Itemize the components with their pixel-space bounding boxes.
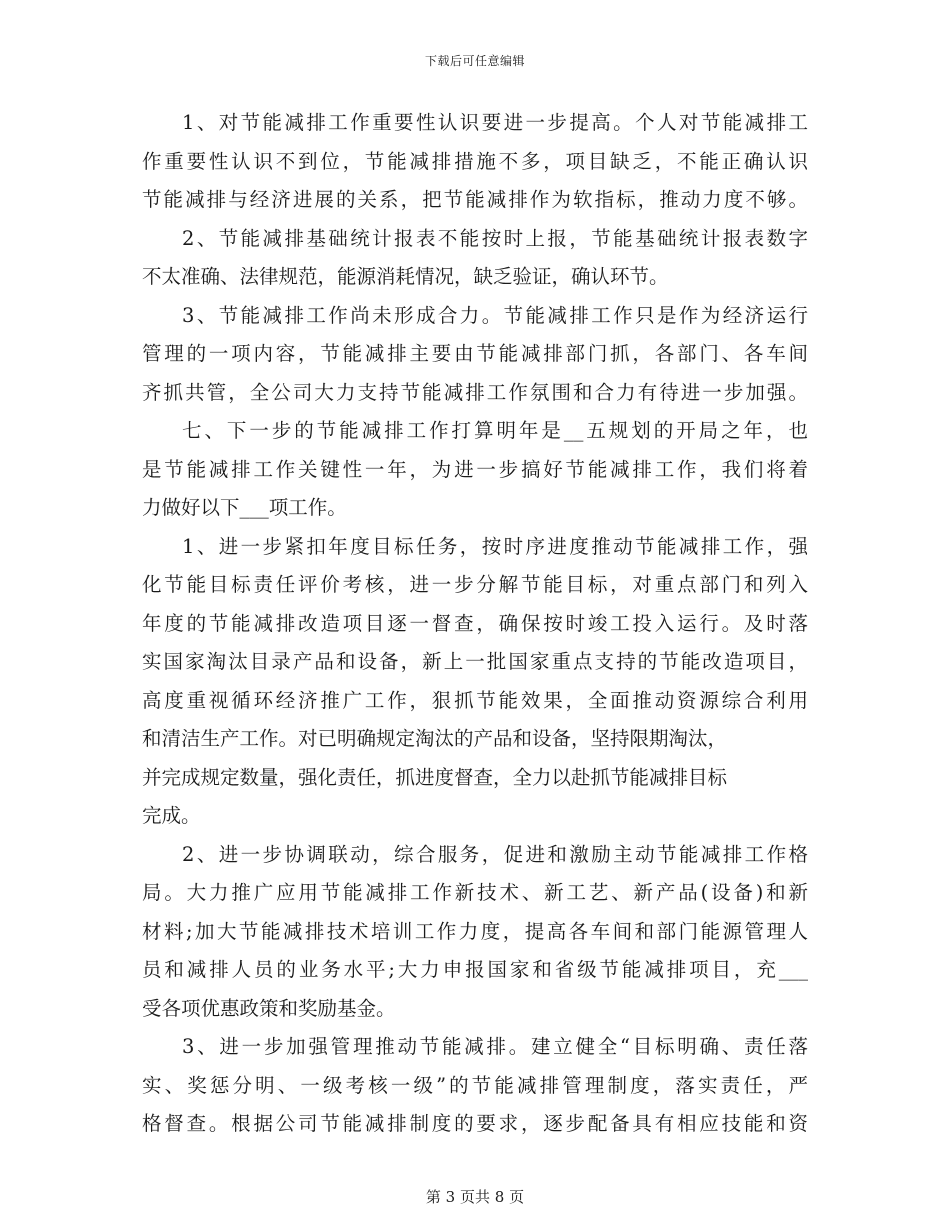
text-line: 1、对节能减排工作重要性认识要进一步提高。个人对节能减排工 xyxy=(182,111,808,134)
text-line: 高度重视循环经济推广工作，狠抓节能效果，全面推动资源综合利用 xyxy=(142,688,808,712)
text-line: 作重要性认识不到位，节能减排措施不多，项目缺乏，不能正确认识 xyxy=(142,149,808,173)
text-line: 员和减排人员的业务水平;大力申报国家和省级节能减排项目，充___ xyxy=(142,958,808,981)
text-line: 力做好以下___项工作。 xyxy=(142,496,347,519)
text-line: 和清洁生产工作。对已明确规定淘汰的产品和设备，坚持限期淘汰， xyxy=(142,727,728,750)
text-line: 不太准确、法律规范，能源消耗情况，缺乏验证，确认环节。 xyxy=(142,265,669,288)
text-line: 格督查。根据公司节能减排制度的要求，逐步配备具有相应技能和资 xyxy=(142,1112,808,1135)
text-line: 局。大力推广应用节能减排工作新技术、新工艺、新产品(设备)和新 xyxy=(142,881,808,904)
text-line: 完成。 xyxy=(142,804,201,827)
page-number: 第 3 页共 8 页 xyxy=(425,1188,525,1206)
text-line: 3、进一步加强管理推动节能减排。建立健全“目标明确、责任落 xyxy=(182,1035,808,1058)
text-line: 3、节能减排工作尚未形成合力。节能减排工作只是作为经济运行 xyxy=(182,303,808,327)
text-line: 七、下一步的节能减排工作打算明年是__五规划的开局之年，也 xyxy=(182,419,808,442)
text-line: 材料;加大节能减排技术培训工作力度，提高各车间和部门能源管理人 xyxy=(142,919,808,943)
text-line: 2、进一步协调联动，综合服务，促进和激励主动节能减排工作格 xyxy=(182,842,808,866)
text-line: 管理的一项内容，节能减排主要由节能减排部门抓，各部门、各车间 xyxy=(142,342,808,365)
text-line: 实国家淘汰目录产品和设备，新上一批国家重点支持的节能改造项目， xyxy=(142,650,808,673)
text-line: 节能减排与经济进展的关系，把节能减排作为软指标，推动力度不够。 xyxy=(142,188,808,211)
text-line: 实、奖惩分明、一级考核一级”的节能减排管理制度，落实责任，严 xyxy=(142,1073,808,1097)
text-line: 年度的节能减排改造项目逐一督查，确保按时竣工投入运行。及时落 xyxy=(142,611,808,635)
text-line: 并完成规定数量，强化责任，抓进度督查，全力以赴抓节能减排目标 xyxy=(142,765,728,789)
page-header: 下载后可任意编辑 xyxy=(424,54,525,68)
text-line: 化节能目标责任评价考核，进一步分解节能目标，对重点部门和列入 xyxy=(142,573,808,596)
text-line: 受各项优惠政策和奖励基金。 xyxy=(142,996,396,1020)
document-body xyxy=(142,104,808,1144)
text-line: 2、节能减排基础统计报表不能按时上报，节能基础统计报表数字 xyxy=(182,226,808,250)
text-line: 齐抓共管，全公司大力支持节能减排工作氛围和合力有待进一步加强。 xyxy=(142,380,808,404)
text-line: 是节能减排工作关键性一年，为进一步搞好节能减排工作，我们将着 xyxy=(142,457,808,481)
text-line: 1、进一步紧扣年度目标任务，按时序进度推动节能减排工作，强 xyxy=(182,534,808,558)
